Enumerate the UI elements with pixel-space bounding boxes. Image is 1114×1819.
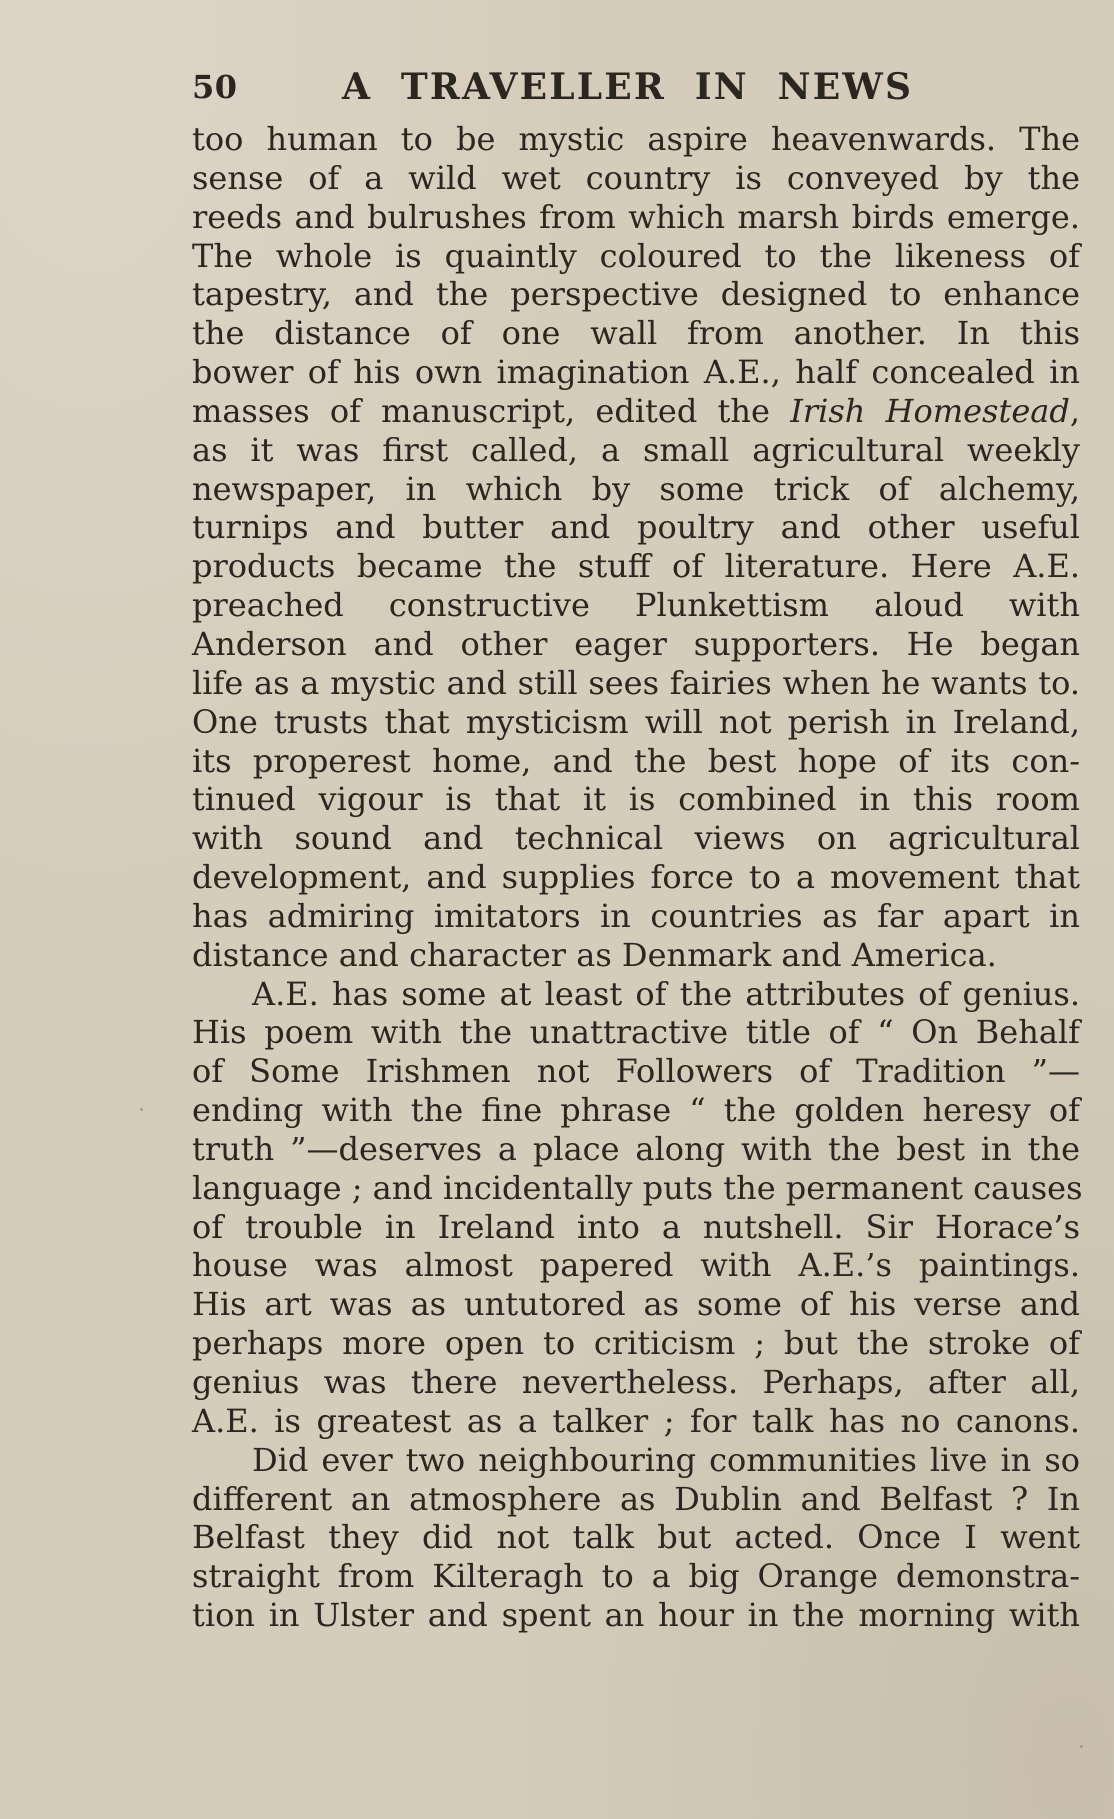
- text-line: His poem with the unattractive title of “ On Behalf: [192, 1013, 1080, 1052]
- text-line: life as a mystic and still sees fairies when he wants to.: [192, 663, 1080, 702]
- text-line: products became the stuff of literature. Here A.E.: [192, 547, 1080, 586]
- paragraph-start-line: Did ever two neighbouring communities live in so: [252, 1440, 1080, 1479]
- text-line: tinued vigour is that it is combined in this room: [192, 780, 1080, 819]
- text-line: development, and supplies force to a movement that: [192, 858, 1080, 897]
- text-line: reeds and bulrushes from which marsh birds emerge.: [192, 197, 1080, 236]
- text-line: Anderson and other eager supporters. He began: [192, 624, 1080, 663]
- paper-speck: [140, 1108, 143, 1111]
- text-line: too human to be mystic aspire heavenwards. The: [192, 120, 1080, 158]
- text-line: with sound and technical views on agricultural: [192, 819, 1080, 858]
- text-line: as it was first called, a small agricultural weekly: [192, 430, 1080, 469]
- text-line: tion in Ulster and spent an hour in the morning with: [192, 1596, 1080, 1635]
- paragraph-end-line: distance and character as Denmark and America.: [192, 935, 997, 974]
- text-line: tapestry, and the perspective designed to enhance: [192, 275, 1080, 314]
- text-line: truth ”—deserves a place along with the best in the: [192, 1129, 1080, 1168]
- text-line: the distance of one wall from another. In this: [192, 314, 1080, 353]
- text-line-with-italic: [192, 392, 1080, 431]
- text-line: bower of his own imagination A.E., half concealed in: [192, 353, 1080, 392]
- text-line: of trouble in Ireland into a nutshell. Sir Horace’s: [192, 1207, 1080, 1246]
- text-line: perhaps more open to criticism ; but the stroke of: [192, 1324, 1080, 1363]
- text-line: The whole is quaintly coloured to the likeness of: [192, 236, 1080, 275]
- text-line: language ; and incidentally puts the permanent causes: [192, 1168, 1083, 1207]
- text-line: its properest home, and the best hope of its con-: [192, 741, 1080, 780]
- text-segment: masses of manuscript, edited the: [192, 391, 791, 430]
- text-line: of Some Irishmen not Followers of Tradition ”—: [192, 1052, 1080, 1091]
- text-line: His art was as untutored as some of his verse and: [192, 1285, 1080, 1324]
- text-line: ending with the fine phrase “ the golden heresy of: [192, 1091, 1080, 1130]
- text-line: sense of a wild wet country is conveyed by the: [192, 158, 1080, 197]
- text-line: straight from Kilteragh to a big Orange demonstra-: [192, 1557, 1080, 1596]
- text-line: turnips and butter and poultry and other useful: [192, 508, 1080, 547]
- text-line: newspaper, in which by some trick of alchemy,: [192, 469, 1080, 508]
- text-line: different an atmosphere as Dublin and Belfast ? In: [192, 1479, 1080, 1518]
- text-segment: ,: [1069, 391, 1081, 430]
- book-page: [192, 62, 1083, 1635]
- page-number: 50: [192, 68, 238, 106]
- publication-title: Irish Homestead: [790, 391, 1070, 430]
- text-line: preached constructive Plunkettism aloud with: [192, 586, 1080, 625]
- text-line: genius was there nevertheless. Perhaps, after all,: [192, 1363, 1080, 1401]
- text-line: One trusts that mysticism will not perish in Ireland,: [192, 702, 1080, 741]
- page-header: [192, 62, 1080, 120]
- paragraph-end-line: A.E. is greatest as a talker ; for talk has no canons.: [192, 1401, 1080, 1440]
- running-head: A TRAVELLER IN NEWS: [342, 66, 914, 108]
- body-text: [192, 120, 1083, 1635]
- text-line: Belfast they did not talk but acted. Once I went: [192, 1518, 1080, 1557]
- text-line: house was almost papered with A.E.’s paintings.: [192, 1246, 1080, 1285]
- paragraph-start-line: A.E. has some at least of the attributes of genius.: [252, 974, 1080, 1013]
- text-line: has admiring imitators in countries as far apart in: [192, 896, 1080, 935]
- paper-speck: [1080, 1745, 1083, 1748]
